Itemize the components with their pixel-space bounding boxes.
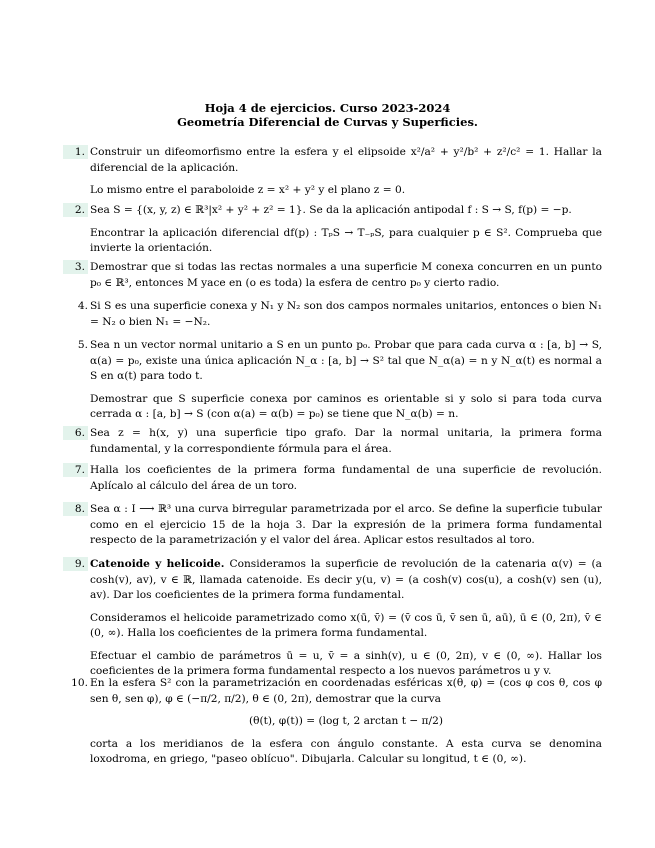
exercise-text: corta a los meridianos de la esfera con ángulo constante. A esta curva se denomina loxodroma, en griego, "paseo oblícuo". Dibujarla. Calcular su longitud, t ∈ (0, ∞). [90, 737, 602, 765]
exercise-text: Si S es una superficie conexa y N₁ y N₂ son dos campos normales unitarios, entonces o bien N₁ = N₂ o bien N₁ = −N₂. [90, 300, 602, 328]
exercise-number: 9. [60, 557, 88, 573]
exercise-text: Halla los coeficientes de la primera forma fundamental de una superficie de revolución. Aplícalo al cálculo del área de un toro. [90, 464, 602, 492]
exercise-text: Sea z = h(x, y) una superficie tipo grafo. Dar la normal unitaria, la primera forma fundamental, y la correspondiente fórmula para el área. [90, 427, 602, 455]
exercise-text: En la esfera S² con la parametrización en coordenadas esféricas x(θ, φ) = (cos φ cos θ, cos φ sen θ, sen φ), φ ∈ (−π/2, π/2), θ ∈ (0, 2π), demostrar que la curva [90, 677, 602, 705]
exercise-4 [60, 299, 602, 330]
exercise-text: Consideramos el helicoide parametrizado como x(ū, v̄) = (v̄ cos ū, v̄ sen ū, aū), ū ∈ (0, 2π), v̄ ∈ (0, ∞). Halla los coeficientes de la primera forma fundamental. [90, 611, 602, 639]
sheet-title: Hoja 4 de ejercicios. Curso 2023-2024 [204, 101, 451, 115]
exercise-9 [60, 557, 602, 680]
exercise-number: 4. [77, 300, 88, 312]
exercise-text: Sea n un vector normal unitario a S en un punto p₀. Probar que para cada curva α : [a, b] → S, α(a) = p₀, existe una única aplicación N_α : [a, b] → S² tal que N_α(a) = n y N_α(t) es normal a S en α(t) para todo t. [90, 339, 602, 382]
exercise-text: Lo mismo entre el paraboloide z = x² + y² y el plano z = 0. [90, 184, 406, 196]
exercise-text: Demostrar que si todas las rectas normales a una superficie M conexa concurren en un punto p₀ ∈ ℝ³, entonces M yace en (o es toda) la esfera de centro p₀ y cierto radio. [90, 261, 602, 289]
exercise-lead: Catenoide y helicoide. [90, 558, 225, 570]
exercise-number: 8. [60, 502, 88, 518]
exercise-6 [60, 426, 602, 457]
exercise-text: Construir un difeomorfismo entre la esfera y el elipsoide x²/a² + y²/b² + z²/c² = 1. Hallar la diferencial de la aplicación. [90, 146, 602, 174]
exercise-number: 1. [60, 145, 88, 161]
exercise-text: Demostrar que S superficie conexa por caminos es orientable si y solo si para toda curva cerrada α : [a, b] → S (con α(a) = α(b) = p₀) se tiene que N_α(b) = n. [90, 392, 602, 420]
exercise-8 [60, 502, 602, 549]
exercise-number: 10. [71, 677, 88, 689]
exercise-7 [60, 463, 602, 494]
exercise-number: 2. [60, 203, 88, 219]
exercise-number: 6. [60, 426, 88, 442]
exercise-text: Efectuar el cambio de parámetros ū = u, v̄ = a sinh(v), u ∈ (0, 2π), v ∈ (0, ∞). Hallar los coeficientes de la primera forma fundamental respecto a los nuevos parámetros u y v. [90, 649, 602, 677]
exercise-10 [60, 676, 602, 768]
exercise-text: Sea α : I ⟶ ℝ³ una curva birregular parametrizada por el arco. Se define la superficie tubular como en el ejercicio 15 de la hoja 3. Dar la expresión de la primera forma fundamental respecto de la parametrización y el valor del área. Aplicar estos resultados al toro. [90, 503, 602, 546]
exercise-number: 5. [77, 339, 88, 351]
display-equation: (θ(t), φ(t)) = (log t, 2 arctan t − π/2) [249, 715, 443, 727]
exercise-number: 7. [60, 463, 88, 479]
exercise-5 [60, 338, 602, 423]
exercise-2 [60, 203, 602, 257]
exercise-text: Sea S = {(x, y, z) ∈ ℝ³|x² + y² + z² = 1}. Se da la aplicación antipodal f : S → S, f(p) = −p. [90, 204, 572, 216]
exercise-number: 3. [60, 260, 88, 276]
course-title: Geometría Diferencial de Curvas y Superficies. [177, 115, 478, 129]
exercise-3 [60, 260, 602, 291]
exercise-text: Catenoide y helicoide. Consideramos la superficie de revolución de la catenaria α(v) = (a cosh(v), av), v ∈ ℝ, llamada catenoide. Es decir y(u, v) = (a cosh(v) cos(u), a cosh(v) sen (u), av). Dar los coeficientes de la primera forma fundamental. [90, 558, 602, 601]
exercise-1 [60, 145, 602, 199]
exercise-text: Encontrar la aplicación diferencial df(p) : TₚS → T₋ₚS, para cualquier p ∈ S². Comprueba que invierte la orientación. [90, 226, 602, 254]
